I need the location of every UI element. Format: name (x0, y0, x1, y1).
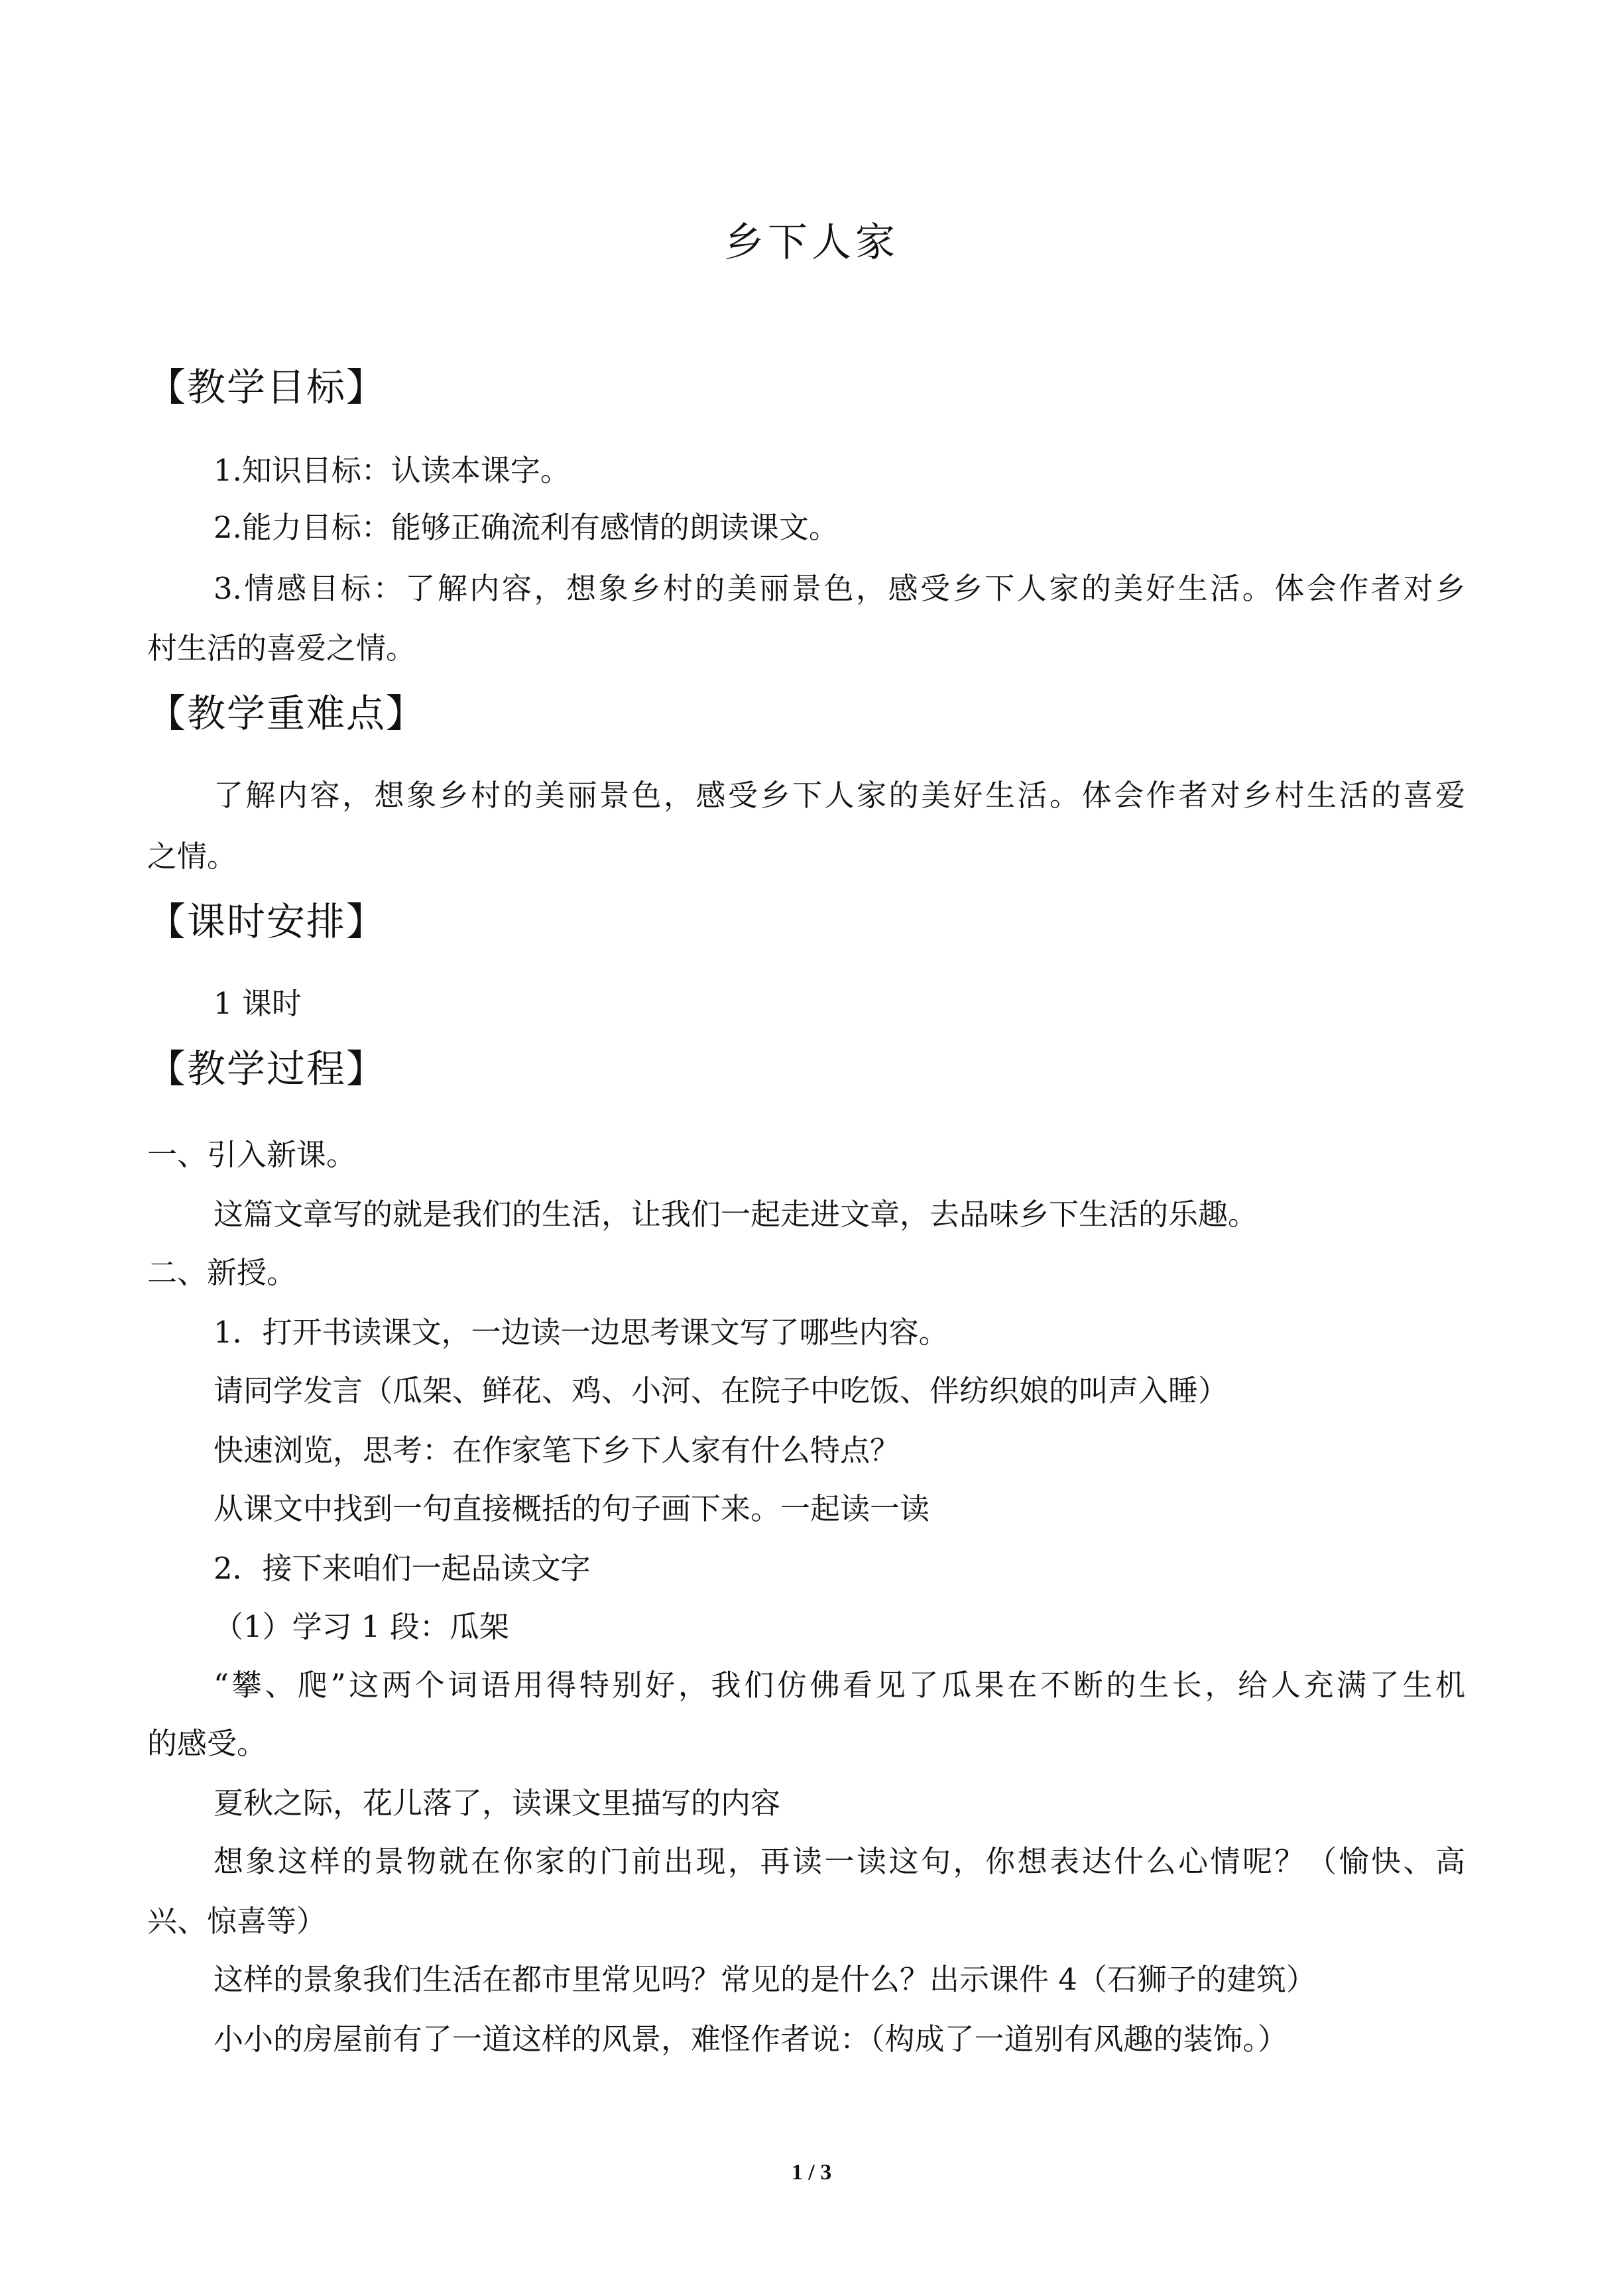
objective-line-3: 3.情感目标：了解内容，想象乡村的美丽景色，感受乡下人家的美好生活。体会作者对乡 (213, 571, 1465, 606)
objective-line-1: 1.知识目标：认读本课字。 (213, 453, 570, 488)
process-paragraph: 从课文中找到一句直接概括的句子画下来。一起读一读 (213, 1491, 930, 1526)
process-step-new: 二、新授。 (147, 1255, 297, 1290)
schedule-text: 1 课时 (213, 986, 302, 1021)
process-paragraph: （1）学习 1 段：瓜架 (213, 1609, 509, 1644)
process-paragraph: 2．接下来咱们一起品读文字 (213, 1551, 591, 1586)
process-step-intro: 一、引入新课。 (147, 1137, 357, 1172)
process-paragraph: 这篇文章写的就是我们的生活，让我们一起走进文章，去品味乡下生活的乐趣。 (213, 1197, 1258, 1232)
document-title: 乡下人家 (724, 219, 899, 266)
process-paragraph: 快速浏览，思考：在作家笔下乡下人家有什么特点？ (213, 1433, 900, 1468)
section-heading-process: 【教学过程】 (147, 1046, 387, 1091)
section-heading-objectives: 【教学目标】 (147, 365, 387, 410)
page-number: 1 / 3 (791, 2160, 832, 2185)
process-paragraph: 小小的房屋前有了一道这样的风景，难怪作者说：（构成了一道别有风趣的装饰。） (213, 2022, 1288, 2057)
objective-line-3-cont: 村生活的喜爱之情。 (147, 631, 416, 666)
process-paragraph-cont: 兴、惊喜等） (147, 1903, 327, 1939)
key-points-line-1: 了解内容，想象乡村的美丽景色，感受乡下人家的美好生活。体会作者对乡村生活的喜爱 (213, 778, 1465, 813)
process-paragraph: 夏秋之际，花儿落了，读课文里描写的内容 (213, 1785, 781, 1821)
process-paragraph: 想象这样的景物就在你家的门前出现，再读一读这句，你想表达什么心情呢？（愉快、高 (213, 1844, 1465, 1879)
section-heading-key-points: 【教学重难点】 (147, 691, 426, 736)
process-paragraph: 1．打开书读课文，一边读一边思考课文写了哪些内容。 (213, 1315, 949, 1350)
objective-line-2: 2.能力目标：能够正确流利有感情的朗读课文。 (213, 510, 839, 545)
process-paragraph: “攀、爬”这两个词语用得特别好，我们仿佛看见了瓜果在不断的生长，给人充满了生机 (213, 1667, 1465, 1703)
process-paragraph-cont: 的感受。 (147, 1726, 267, 1761)
key-points-line-2: 之情。 (147, 839, 237, 874)
process-paragraph: 这样的景象我们生活在都市里常见吗？常见的是什么？出示课件 4（石狮子的建筑） (213, 1962, 1316, 1997)
process-paragraph: 请同学发言（瓜架、鲜花、鸡、小河、在院子中吃饭、伴纺织娘的叫声入睡） (213, 1373, 1229, 1408)
section-heading-schedule: 【课时安排】 (147, 899, 387, 944)
